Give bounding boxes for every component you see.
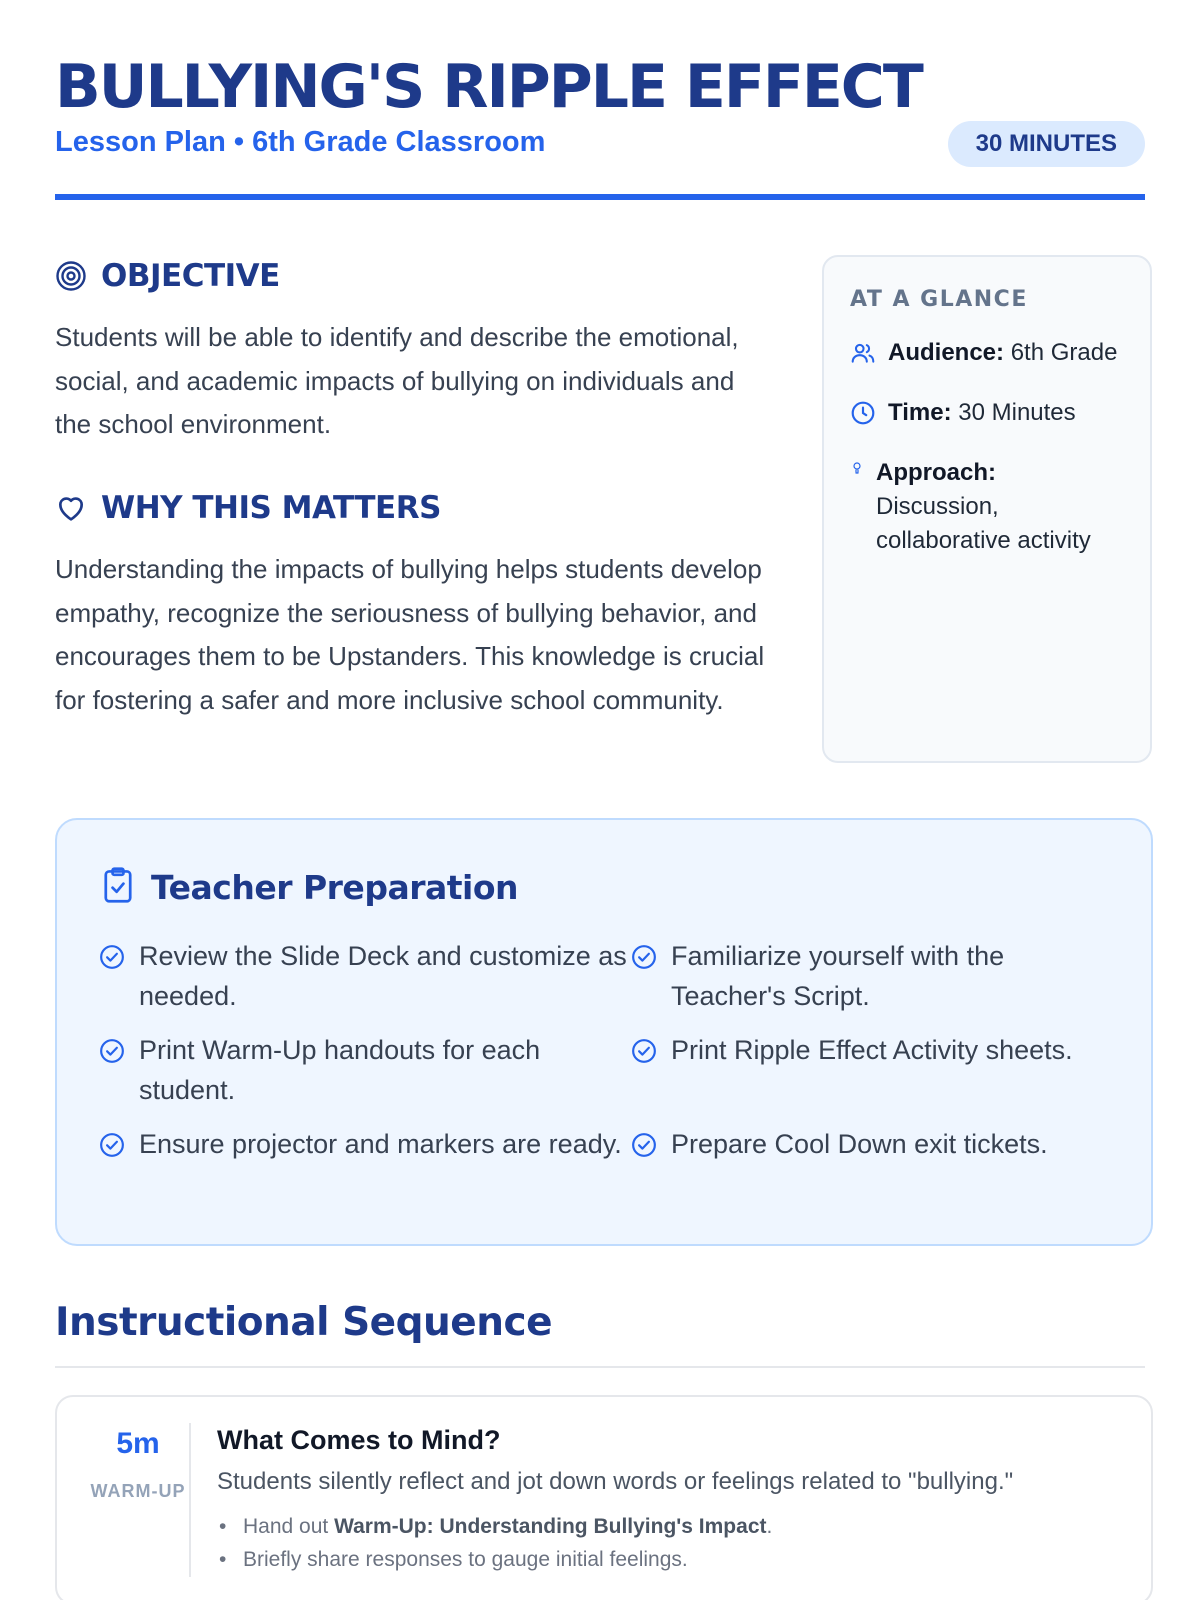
glance-audience [850, 336, 1124, 376]
prep-item [631, 1124, 1119, 1169]
header-divider [55, 194, 1145, 200]
step-bullets [217, 1510, 1121, 1576]
at-a-glance-card [822, 255, 1152, 763]
step-bullet-text: Hand out [243, 1515, 335, 1538]
prep-heading [101, 866, 518, 909]
check-circle-icon [99, 1124, 125, 1169]
prep-item [99, 1030, 631, 1110]
clock-icon [850, 396, 876, 436]
audience-value: 6th Grade [1010, 339, 1118, 366]
audience-label: Audience: [888, 339, 1005, 366]
sequence-divider [55, 1366, 1145, 1368]
prep-item-text: Print Ripple Effect Activity sheets. [671, 1035, 1073, 1065]
prep-checklist [99, 936, 1119, 1169]
handout-name: Warm-Up: Understanding Bullying's Impact [334, 1515, 767, 1538]
approach-label: Approach: [876, 459, 996, 486]
approach-value: Discussion, collaborative activity [876, 493, 1091, 554]
prep-item-text: Print Warm-Up handouts for each student. [139, 1035, 541, 1105]
users-icon [850, 336, 876, 376]
heart-icon [55, 492, 87, 524]
page-subtitle: Lesson Plan • 6th Grade Classroom [55, 126, 546, 158]
prep-title: Teacher Preparation [151, 868, 519, 907]
check-circle-icon [631, 1124, 657, 1169]
lightbulb-icon [850, 456, 864, 492]
teacher-preparation-card [55, 818, 1153, 1246]
prep-item [631, 936, 1119, 1016]
prep-item [631, 1030, 1119, 1110]
step-duration: 5m [116, 1427, 160, 1460]
step-bullet: • Briefly share responses to gauge initial feelings. [217, 1543, 1121, 1576]
glance-time [850, 396, 1124, 436]
prep-item [99, 1124, 631, 1169]
sequence-title: Instructional Sequence [55, 1300, 553, 1345]
step-phase: WARM-UP [90, 1481, 186, 1501]
prep-item-text: Review the Slide Deck and customize as needed. [139, 941, 627, 1011]
objective-title: OBJECTIVE [101, 258, 280, 294]
glance-approach [850, 456, 1124, 558]
step-timing [77, 1427, 199, 1511]
step-description: Students silently reflect and jot down words or feelings related to "bullying." [217, 1468, 1014, 1495]
check-circle-icon [631, 1030, 657, 1075]
prep-item-text: Prepare Cool Down exit tickets. [671, 1129, 1048, 1159]
sequence-step-card [55, 1395, 1153, 1600]
step-bullet-text: . [766, 1515, 773, 1538]
why-heading [55, 490, 441, 526]
why-title: WHY THIS MATTERS [101, 490, 441, 526]
time-label: Time: [888, 399, 952, 426]
glance-title: AT A GLANCE [850, 287, 1028, 312]
step-title: What Comes to Mind? [217, 1425, 501, 1455]
check-circle-icon [99, 1030, 125, 1075]
objective-heading [55, 258, 280, 294]
time-value: 30 Minutes [958, 399, 1076, 426]
step-bullet [217, 1510, 1121, 1543]
clipboard-check-icon [101, 866, 135, 909]
check-circle-icon [631, 936, 657, 981]
why-text: Understanding the impacts of bullying helps students develop empathy, recognize the seriousness of bullying behavior, and encourages them to be Upstanders. This knowledge is crucial for fostering a safer and more inclusive school community. [55, 554, 765, 715]
prep-item-text: Ensure projector and markers are ready. [139, 1129, 622, 1159]
step-body [217, 1425, 1121, 1576]
prep-item [99, 936, 631, 1016]
prep-item-text: Familiarize yourself with the Teacher's Script. [671, 941, 1005, 1011]
target-icon [55, 260, 87, 292]
objective-text: Students will be able to identify and describe the emotional, social, and academic impacts of bullying on individuals and the school environment. [55, 322, 739, 439]
step-divider [189, 1423, 191, 1577]
check-circle-icon [99, 936, 125, 981]
duration-badge: 30 MINUTES [948, 121, 1145, 167]
page-title: BULLYING'S RIPPLE EFFECT [55, 52, 922, 122]
